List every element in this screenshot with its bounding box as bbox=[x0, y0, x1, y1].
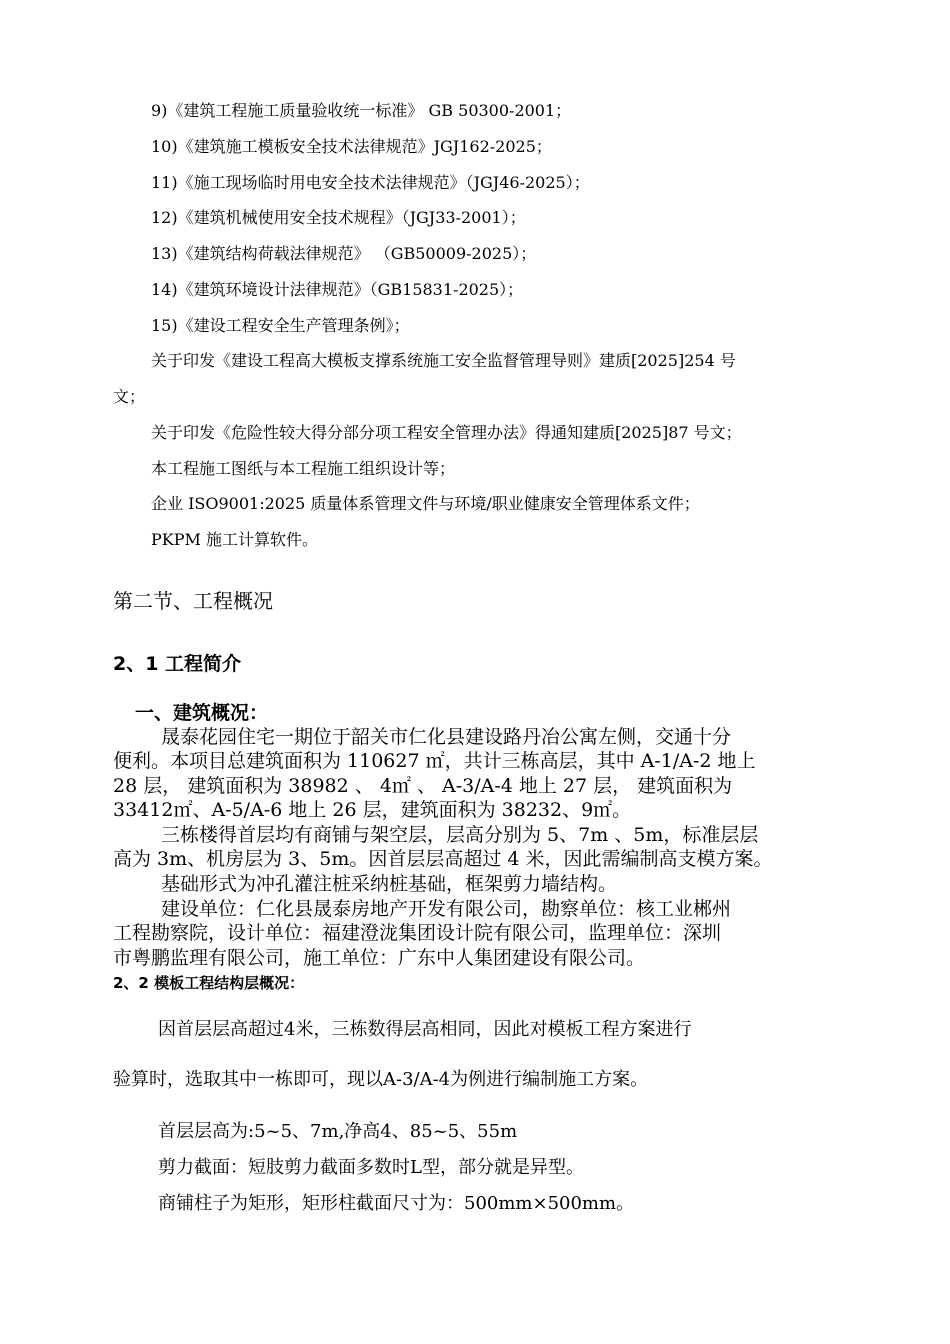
reference-item: 10)《建筑施工模板安全技术法律规范》JGJ162-2025； bbox=[151, 137, 552, 156]
building-overview-heading: 一、建筑概况： bbox=[135, 702, 269, 724]
reference-item: 本工程施工图纸与本工程施工组织设计等； bbox=[151, 459, 456, 478]
paragraph-line: 基础形式为冲孔灌注桩采纳桩基础，框架剪力墙结构。 bbox=[161, 873, 618, 895]
reference-item: 13)《建筑结构荷载法律规范》 （GB50009-2025）； bbox=[151, 244, 537, 263]
paragraph-line: 便利。本项目总建筑面积为 110627 ㎡，共计三栋高层，其中 A-1/A-2 地上 bbox=[113, 750, 756, 772]
reference-item: 15)《建设工程安全生产管理条例》； bbox=[151, 316, 410, 335]
paragraph-line: 三栋楼得首层均有商铺与架空层，层高分别为 5、7m 、5m，标准层层 bbox=[161, 824, 759, 846]
subsection-heading: 2、2 模板工程结构层概况： bbox=[113, 974, 305, 992]
paragraph-line: 33412㎡、A-5/A-6 地上 26 层，建筑面积为 38232、9㎡。 bbox=[113, 799, 632, 821]
paragraph-line: 高为 3m、机房层为 3、5m。因首层层高超过 4 米，因此需编制高支模方案。 bbox=[113, 848, 773, 870]
section-heading: 第二节、工程概况 bbox=[113, 589, 273, 613]
reference-item: 企业 ISO9001:2025 质量体系管理文件与环境/职业健康安全管理体系文件； bbox=[151, 494, 700, 513]
floor-height-line: 首层层高为:5~5、7m,净高4、85~5、55m bbox=[158, 1121, 518, 1142]
reference-item: 14)《建筑环境设计法律规范》（GB15831-2025）； bbox=[151, 280, 524, 299]
paragraph-line: 市粤鹏监理有限公司，施工单位：广东中人集团建设有限公司。 bbox=[113, 947, 646, 969]
paragraph-line: 28 层， 建筑面积为 38982 、 4㎡ 、 A-3/A-4 地上 27 层， 建筑面积为 bbox=[113, 775, 733, 797]
paragraph-line: 建设单位：仁化县晟泰房地产开发有限公司，勘察单位：核工业郴州 bbox=[161, 898, 732, 920]
shear-wall-line: 剪力截面：短肢剪力截面多数时L型，部分就是异型。 bbox=[158, 1157, 584, 1178]
column-section-line: 商铺柱子为矩形，矩形柱截面尺寸为：500mm×500mm。 bbox=[158, 1193, 635, 1214]
paragraph-line: 工程勘察院，设计单位：福建澄泷集团设计院有限公司，监理单位：深圳 bbox=[113, 922, 722, 944]
notice-line: 关于印发《建设工程高大模板支撑系统施工安全监督管理导则》建质[2025]254 号 bbox=[151, 351, 736, 370]
reference-item: 12)《建筑机械使用安全技术规程》（JGJ33-2001）； bbox=[151, 208, 526, 227]
reference-item: 9)《建筑工程施工质量验收统一标准》 GB 50300-2001； bbox=[151, 101, 572, 120]
subsection-heading: 2、1 工程简介 bbox=[113, 653, 242, 675]
reference-item: PKPM 施工计算软件。 bbox=[151, 530, 318, 549]
notice-line: 文； bbox=[113, 387, 146, 406]
reference-item: 11)《施工现场临时用电安全技术法律规范》（JGJ46-2025）； bbox=[151, 173, 590, 192]
paragraph-line: 验算时，选取其中一栋即可，现以A-3/A-4为例进行编制施工方案。 bbox=[113, 1069, 649, 1090]
paragraph-line: 因首层层高超过4米，三栋数得层高相同，因此对模板工程方案进行 bbox=[158, 1019, 692, 1040]
paragraph-line: 晟泰花园住宅一期位于韶关市仁化县建设路丹冶公寓左侧，交通十分 bbox=[161, 726, 732, 748]
notice-line: 关于印发《危险性较大得分部分项工程安全管理办法》得通知建质[2025]87 号文； bbox=[151, 423, 742, 442]
